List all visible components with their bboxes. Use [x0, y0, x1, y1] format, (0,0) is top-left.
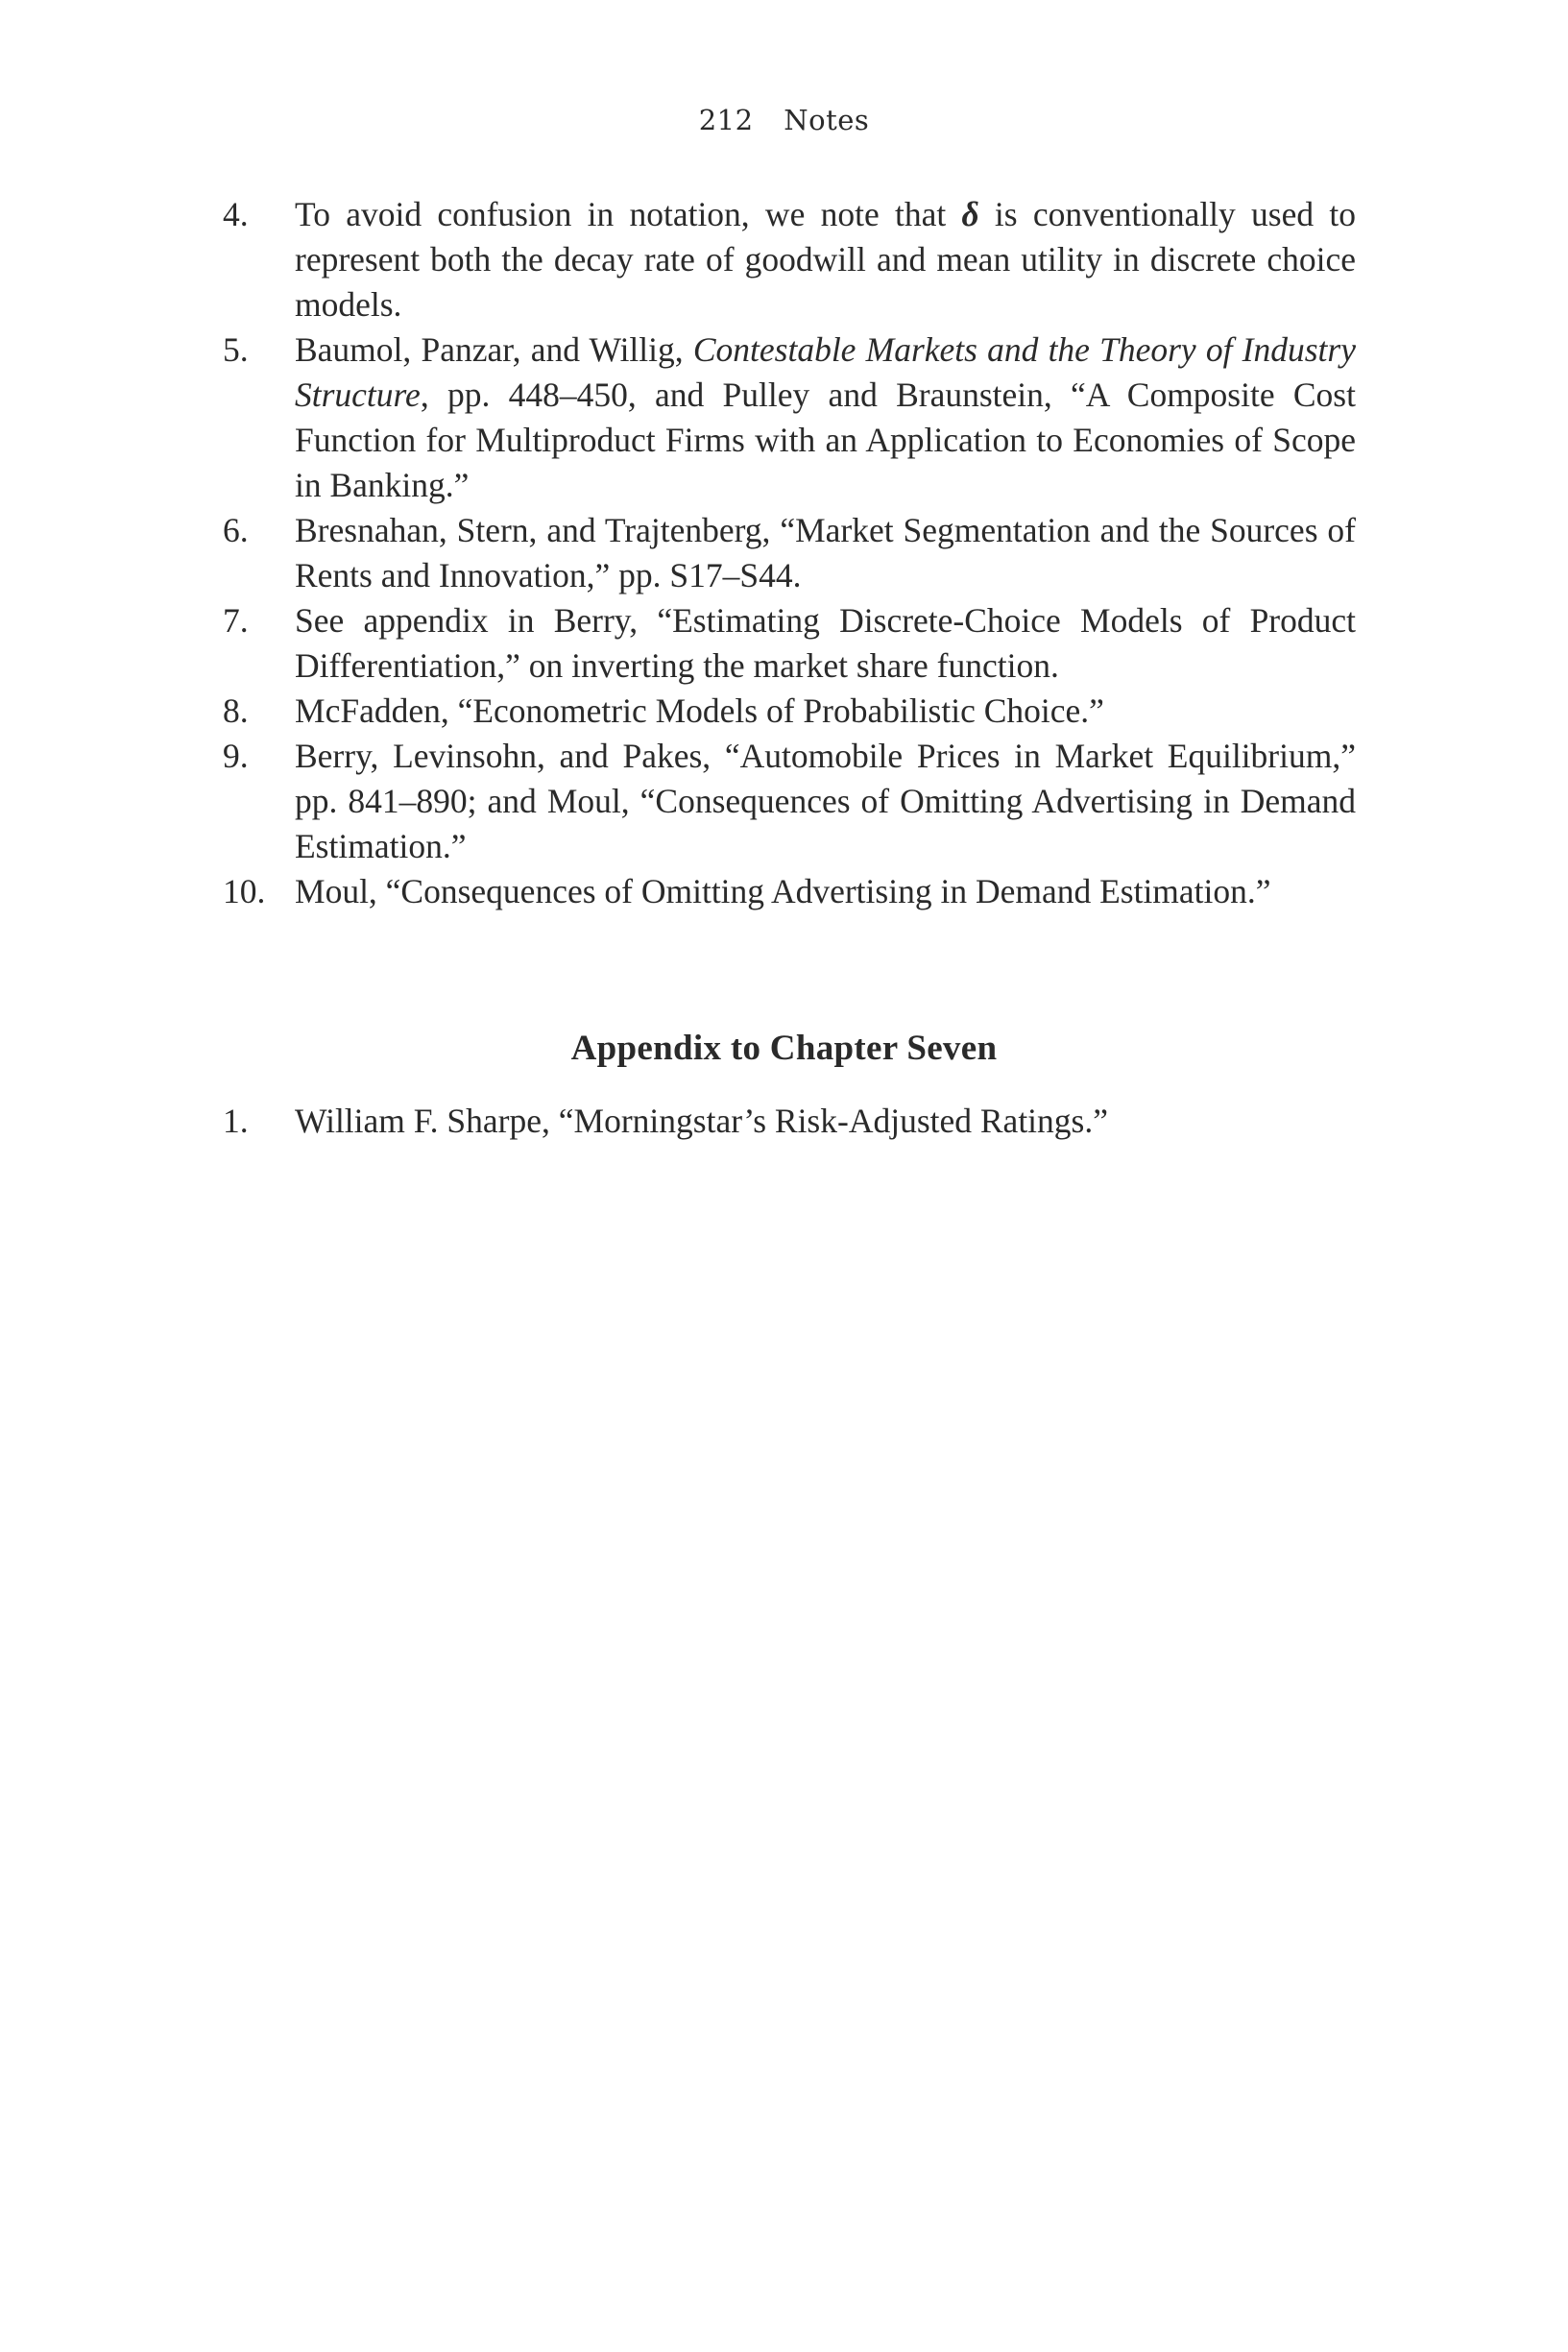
note-title-italic: Contestable Markets and the Theory of Industry Structure — [295, 330, 1356, 414]
note-text: To avoid confusion in notation, we note that — [295, 195, 962, 233]
running-head — [0, 104, 1568, 136]
appendix-heading: Appendix to Chapter Seven — [570, 1029, 998, 1068]
note-number: 1. — [223, 1102, 249, 1140]
note-number: 8. — [223, 691, 249, 730]
note-item — [223, 192, 1356, 327]
note-text: Berry, Levinsohn, and Pakes, “Automobile Prices in Market Equilibrium,” pp. 841–890; and Moul, “Consequences of Omitting Advertising in Demand Estimation.” — [295, 737, 1356, 865]
note-number: 4. — [223, 195, 249, 233]
note-item — [223, 869, 1356, 914]
note-number: 9. — [223, 737, 249, 775]
note-item — [223, 734, 1356, 869]
note-number: 10. — [223, 872, 266, 910]
note-item — [223, 508, 1356, 598]
note-text: See appendix in Berry, “Estimating Discrete-Choice Models of Product Differentiation,” on inverting the market share function. — [295, 601, 1356, 685]
note-item — [223, 327, 1356, 508]
note-text: Baumol, Panzar, and Willig, — [295, 330, 693, 369]
note-text: is conventionally used to represent both the decay rate of goodwill and mean utility in discrete choice models. — [295, 195, 1356, 324]
note-symbol: δ — [961, 195, 979, 233]
note-text: William F. Sharpe, “Morningstar’s Risk-Adjusted Ratings.” — [295, 1102, 1108, 1140]
section-title: Notes — [784, 104, 870, 136]
note-number: 7. — [223, 601, 249, 640]
note-item — [223, 689, 1356, 734]
note-item — [223, 598, 1356, 689]
note-text: Bresnahan, Stern, and Trajtenberg, “Market Segmentation and the Sources of Rents and Innovation,” pp. S17–S44. — [295, 511, 1356, 594]
notes-list — [223, 192, 1356, 914]
page-number: 212 — [698, 104, 754, 136]
note-text: Moul, “Consequences of Omitting Advertising in Demand Estimation.” — [295, 872, 1271, 910]
appendix-notes-list — [223, 1099, 1356, 1144]
note-text: McFadden, “Econometric Models of Probabilistic Choice.” — [295, 691, 1104, 730]
note-item — [223, 1099, 1356, 1144]
note-text: , pp. 448–450, and Pulley and Braunstein, “A Composite Cost Function for Multiproduct Firms with an Application to Economies of Scope in Banking.” — [295, 376, 1356, 504]
note-number: 6. — [223, 511, 249, 549]
note-number: 5. — [223, 330, 249, 369]
